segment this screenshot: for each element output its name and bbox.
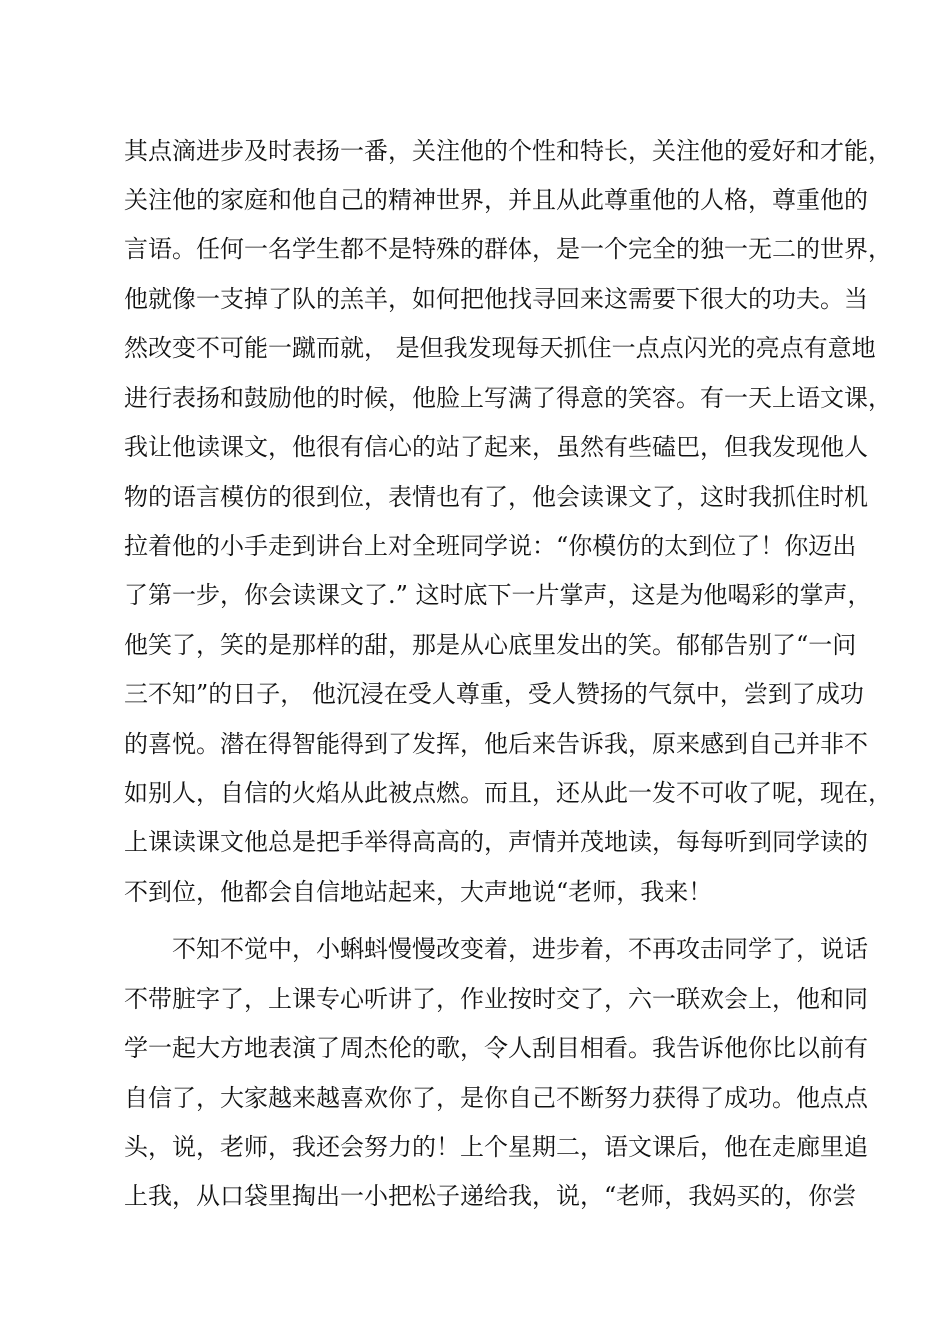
text-line: 的喜悦。潜在得智能得到了发挥，他后来告诉我，原来感到自己并非不 [124,730,868,758]
text-line: 他笑了，笑的是那样的甜，那是从心底里发出的笑。郁郁告别了“一问 [124,631,857,659]
paragraph-start-line: 不知不觉中，小蝌蚪慢慢改变着，进步着，不再攻击同学了，说话 [172,935,868,963]
text-line: 他就像一支掉了队的羔羊，如何把他找寻回来这需要下很大的功夫。当 [124,285,868,313]
text-line: 不到位，他都会自信地站起来，大声地说“老师，我来！ [124,878,713,906]
text-line: 了第一步，你会读课文了.” 这时底下一片掌声，这是为他喝彩的掌声， [124,581,872,609]
text-line: 然改变不可能一蹴而就， 是但我发现每天抓住一点点闪光的亮点有意地 [124,334,876,362]
text-line: 言语。任何一名学生都不是特殊的群体，是一个完全的独一无二的世界， [124,235,892,263]
text-line: 上课读课文他总是把手举得高高的，声情并茂地读，每每听到同学读的 [124,828,868,856]
text-line: 三不知”的日子， 他沉浸在受人尊重，受人赞扬的气氛中，尝到了成功 [124,680,864,708]
text-line: 我让他读课文，他很有信心的站了起来，虽然有些磕巴，但我发现他人 [124,433,868,461]
text-line: 上我，从口袋里掏出一小把松子递给我，说，“老师，我妈买的，你尝 [124,1182,857,1210]
text-line: 进行表扬和鼓励他的时候，他脸上写满了得意的笑容。有一天上语文课， [124,384,892,412]
text-line: 关注他的家庭和他自己的精神世界，并且从此尊重他的人格，尊重他的 [124,186,868,214]
text-line: 学一起大方地表演了周杰伦的歌，令人刮目相看。我告诉他你比以前有 [124,1034,868,1062]
text-line: 自信了，大家越来越喜欢你了，是你自己不断努力获得了成功。他点点 [124,1084,868,1112]
text-line: 如别人，自信的火焰从此被点燃。而且，还从此一发不可收了呢，现在， [124,779,892,807]
text-line: 物的语言模仿的很到位，表情也有了，他会读课文了，这时我抓住时机 [124,483,868,511]
text-line: 拉着他的小手走到讲台上对全班同学说：“你模仿的太到位了！你迈出 [124,532,857,560]
text-line: 不带脏字了，上课专心听讲了，作业按时交了，六一联欢会上，他和同 [124,985,868,1013]
text-line: 头，说，老师，我还会努力的！上个星期二，语文课后，他在走廊里追 [124,1133,868,1161]
text-line: 其点滴进步及时表扬一番，关注他的个性和特长，关注他的爱好和才能， [124,137,892,165]
